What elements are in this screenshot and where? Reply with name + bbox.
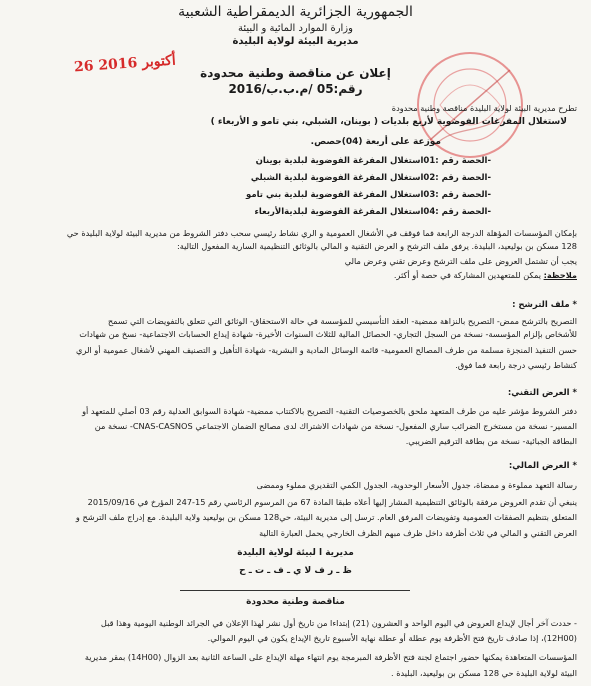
- eligibility-line: بإمكان المؤسسات المؤهلة الدرجة الرابعة فما فوقف في الأشغال العمومية و الري نشاط رئيسي سحب دفتر الشروط من مديرية البيئة لولاية البليدة حي: [66, 228, 577, 238]
- closing-line: المؤسسات المتعاهدة يمكنها حضور اجتماع لجنة فتح الأظرفة المبرمجة يوم انتهاء مهلة الإيداع على الساعة الثانية بعد الزوال (14H00) بمقر مديرية: [84, 652, 577, 662]
- envelope-do-not-open: ظ ـ ر ف لا ي ـ ف ـ ت ـ ح: [239, 566, 352, 576]
- note-text: يمكن للمتعهدين المشاركة في حصة أو أكثر.: [393, 270, 541, 280]
- candidacy-heading: * ملف الترشح :: [512, 300, 577, 310]
- republic-header: الجمهورية الجزائرية الديمقراطية الشعبية: [178, 4, 413, 20]
- financial-heading: * العرض المالي:: [508, 461, 577, 471]
- envelope-divider: [180, 590, 410, 591]
- candidacy-line: حسن التنفيذ المنجزة مسلمة من طرف المصالح العمومية- قائمة الوسائل المادية و البشرية- شهادة التأهيل و التصنيف المهني لأشغال عمومية أو الري: [76, 345, 577, 355]
- financial-line: المتعلق بتنظيم الصفقات العمومية وتفويضات المرفق العام. ترسل إلى مديرية البيئة، حي128 مسكن بن بوليعيد ولاية البليدة. مع إدراج ملف الترشح و: [75, 512, 577, 522]
- financial-line: ينبغي أن تقدم العروض مرفقة بالوثائق التنظيمية المشار إليها أعلاه طبقا المادة 67 من المرسوم الرئاسي رقم 15-247 المؤرخ في 2015/09/16: [87, 497, 577, 507]
- technical-line: البطاقة الجبائية- نسخة من بطاقة الترقيم الضريبي.: [405, 436, 577, 446]
- date-stamp: 26 أكتوبر 2016: [73, 52, 177, 76]
- lot-item: -الحصة رقم :01استغلال المفرغة الفوضوية لبلدية بوينان: [255, 156, 491, 166]
- ministry-header: وزارة الموارد المائية و البيئة: [238, 23, 353, 34]
- announcement-number: رقم:05 /م.ب.ب/2016: [228, 82, 363, 96]
- announcement-title: إعلان عن مناقصة وطنية محدودة: [200, 66, 391, 80]
- directorate-header: مديرية البيئة لولاية البليدة: [232, 36, 359, 47]
- lot-item: -الحصة رقم :03استغلال المفرغة الفوضوية لبلدية بني تامو: [246, 190, 491, 200]
- financial-line: رسالة التعهد مملوءة و ممضاة، جدول الأسعار الوحدوية، الجدول الكمي التقديري مملوء وممضى: [256, 480, 577, 490]
- financial-line: العرض التقني و المالي في ثلاث أظرفة داخل ظرف مبهم الظرف الخارجي يحمل العبارة التالية: [259, 528, 577, 538]
- closing-line: - حددت آخر أجال لإيداع العروض في اليوم الواحد و العشرون (21) إبتداءا من تاريخ أول نشر لهذا الإعلان في الجرائد الوطنية اليومية وهذا قبل: [100, 618, 577, 628]
- envelope-addressee: مديرية ا لبيئة لولاية البليدة: [237, 548, 354, 558]
- eligibility-line: يجب أن تشتمل العروض على ملف الترشح وعرض تقني وعرض مالي: [344, 256, 577, 266]
- distribution-text: موزعة على أربعة (04)حصص.: [310, 137, 441, 147]
- eligibility-line: 128 مسكن بن بوليعيد، البليدة. يرفق ملف الترشح و العرض التقنية و المالي بالوثائق التنظيمية السارية المفعول التالية:: [176, 241, 577, 251]
- candidacy-line: كنشاط رئيسي درجة رابعة فما فوق.: [455, 360, 577, 370]
- intro-text: تطرح مديرية البيئة لولاية البليدة مناقصة وطنية محدودة: [391, 103, 577, 113]
- subject-text: لاستغلال المفرغات الفوضوية لأربع بلديات ( بوينان، الشبلي، بني تامو و الأربعاء ): [210, 117, 567, 127]
- candidacy-line: التصريح بالترشح ممض- التصريح بالنزاهة ممضية- العقد التأسيسي للمؤسسة في حالة الاستحقاق- الوثائق التي تتعلق بالتفويضات التي تسمح: [107, 316, 577, 326]
- technical-line: المسير- نسخة من مستخرج الضرائب ساري المفعول- نسخة من شهادات الاشتراك لدى مصالح الضمان الاجتماعي CNAS-CASNOS- نسخة من: [94, 421, 577, 431]
- closing-line: البيئة لولاية البليدة حي 128 مسكن بن بوليعيد، البليدة .: [391, 668, 577, 678]
- note-label: ملاحظة:: [543, 270, 577, 280]
- closing-line: (12H00)، إذا صادف تاريخ فتح الأظرفة يوم عطلة أو عطلة نهاية الأسبوع تاريخ الإيداع يكون في اليوم الموالي.: [207, 633, 577, 643]
- note: [394, 270, 577, 280]
- envelope-tender-type: مناقصة وطنية محدودة: [246, 597, 345, 607]
- lot-item: -الحصة رقم :04استغلال المفرغة الفوضوية لبلديةالأربعاء: [254, 207, 491, 217]
- lot-item: -الحصة رقم :02استغلال المفرغة الفوضوية لبلدية الشبلي: [250, 173, 491, 183]
- technical-line: دفتر الشروط مؤشر عليه من طرف المتعهد ملحق بالخصوصيات التقنية- التصريح بالاكتتاب ممضية- شهادة السوابق العدلية رقم 03 أصلي للمتعهد أو: [82, 406, 577, 416]
- technical-heading: * العرض التقني:: [507, 388, 577, 398]
- candidacy-line: للأشخاص بإلزام المؤسسة- نسخة من السجل التجاري- الحصائل المالية للثلاث السنوات الأخيرة- شهادة إيداع الحسابات الاجتماعية- نسخ من شهادات: [79, 329, 577, 339]
